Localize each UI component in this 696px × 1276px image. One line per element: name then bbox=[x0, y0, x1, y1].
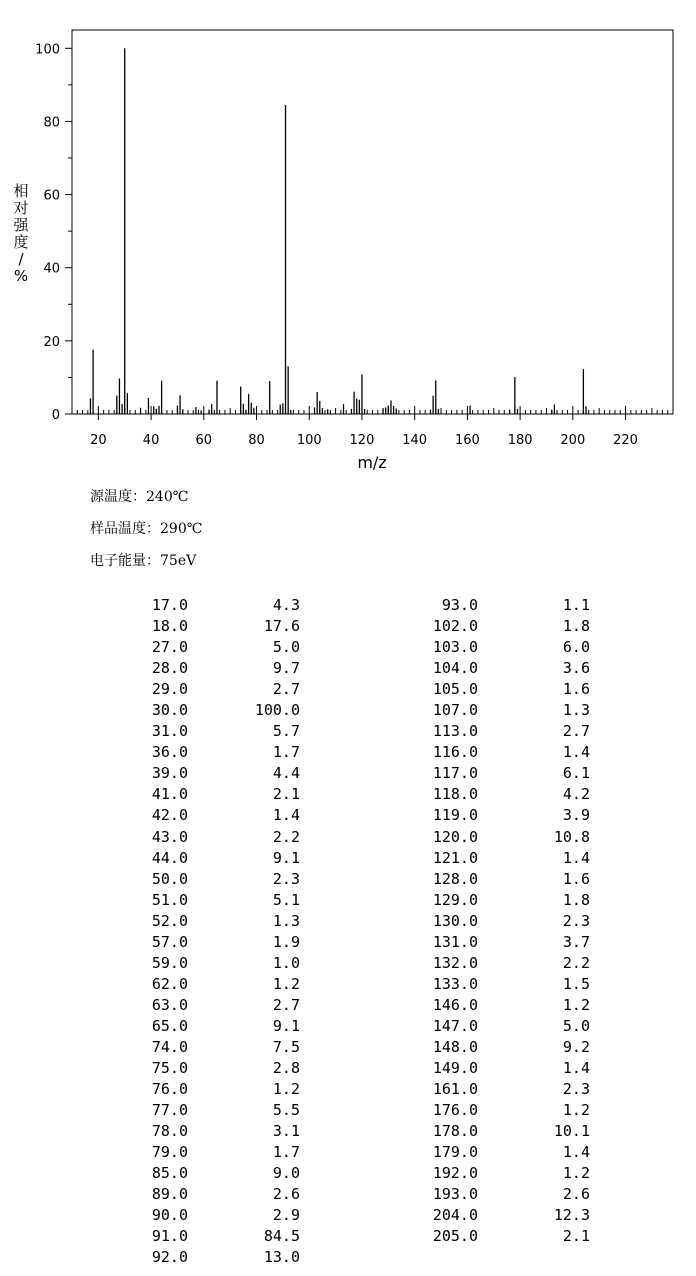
mz-value: 131.0 bbox=[432, 932, 478, 951]
intensity-value: 1.4 bbox=[562, 743, 590, 762]
intensity-value: 9.1 bbox=[272, 1016, 300, 1035]
mz-value: 29.0 bbox=[151, 680, 188, 699]
peak-table-row bbox=[130, 784, 300, 805]
peak-table-row bbox=[130, 1163, 300, 1184]
mz-value: 102.0 bbox=[432, 617, 478, 636]
y-tick-label: 0 bbox=[51, 408, 60, 423]
mz-value: 92.0 bbox=[151, 1248, 188, 1267]
intensity-value: 1.2 bbox=[562, 1164, 590, 1183]
intensity-value: 5.5 bbox=[272, 1101, 300, 1120]
peak-table-row bbox=[130, 932, 300, 953]
intensity-value: 1.4 bbox=[272, 806, 300, 825]
intensity-value: 5.0 bbox=[562, 1016, 590, 1035]
intensity-value: 2.1 bbox=[562, 1227, 590, 1246]
peak-table-row bbox=[420, 1037, 590, 1058]
peak-table-row bbox=[130, 911, 300, 932]
mz-value: 117.0 bbox=[432, 764, 478, 783]
peak-table-row bbox=[130, 763, 300, 784]
y-label-char: 对 bbox=[13, 199, 29, 217]
peak-table-row bbox=[420, 869, 590, 890]
peak-table-row bbox=[130, 974, 300, 995]
x-tick-label: 80 bbox=[248, 433, 265, 448]
peak-table-row bbox=[130, 995, 300, 1016]
mz-value: 128.0 bbox=[432, 869, 478, 888]
mz-value: 89.0 bbox=[151, 1185, 188, 1204]
mz-value: 74.0 bbox=[151, 1037, 188, 1056]
mz-value: 204.0 bbox=[432, 1206, 478, 1225]
peak-table-row bbox=[130, 595, 300, 616]
x-axis-ticks bbox=[77, 406, 667, 448]
intensity-value: 6.1 bbox=[562, 764, 590, 783]
mz-value: 132.0 bbox=[432, 953, 478, 972]
intensity-value: 5.1 bbox=[272, 890, 300, 909]
peak-table-left bbox=[130, 595, 300, 1269]
mz-value: 205.0 bbox=[432, 1227, 478, 1246]
mz-value: 79.0 bbox=[151, 1143, 188, 1162]
peak-table-row bbox=[130, 1079, 300, 1100]
sample-temperature: 样品温度：290℃ bbox=[90, 521, 203, 537]
mz-value: 130.0 bbox=[432, 911, 478, 930]
peak-table-row bbox=[420, 1184, 590, 1205]
mz-value: 28.0 bbox=[151, 659, 188, 678]
peak-table-row bbox=[420, 932, 590, 953]
x-tick-label: 220 bbox=[613, 433, 638, 448]
peak-table-row bbox=[130, 742, 300, 763]
peak-table-row bbox=[420, 1016, 590, 1037]
mz-value: 44.0 bbox=[151, 848, 188, 867]
peak-table-row bbox=[420, 700, 590, 721]
y-label-char: 相 bbox=[13, 182, 29, 200]
peak-table-row bbox=[130, 805, 300, 826]
y-label-char: % bbox=[13, 267, 29, 285]
intensity-value: 1.4 bbox=[562, 1143, 590, 1162]
mz-value: 76.0 bbox=[151, 1080, 188, 1099]
mz-value: 91.0 bbox=[151, 1227, 188, 1246]
intensity-value: 2.7 bbox=[562, 722, 590, 741]
peak-table-row bbox=[130, 637, 300, 658]
mz-value: 116.0 bbox=[432, 743, 478, 762]
intensity-value: 2.8 bbox=[272, 1059, 300, 1078]
intensity-value: 9.2 bbox=[562, 1037, 590, 1056]
intensity-value: 1.4 bbox=[562, 1059, 590, 1078]
peak-table-row bbox=[420, 1058, 590, 1079]
intensity-value: 13.0 bbox=[263, 1248, 300, 1267]
mz-value: 77.0 bbox=[151, 1101, 188, 1120]
intensity-value: 1.3 bbox=[562, 701, 590, 720]
peak-table-row bbox=[420, 1205, 590, 1226]
peak-table-row bbox=[130, 1184, 300, 1205]
mz-value: 149.0 bbox=[432, 1059, 478, 1078]
intensity-value: 9.0 bbox=[272, 1164, 300, 1183]
y-label-char: 度 bbox=[13, 233, 29, 251]
intensity-value: 2.2 bbox=[272, 827, 300, 846]
intensity-value: 4.4 bbox=[272, 764, 300, 783]
mz-value: 42.0 bbox=[151, 806, 188, 825]
intensity-value: 1.5 bbox=[562, 974, 590, 993]
intensity-value: 5.7 bbox=[272, 722, 300, 741]
intensity-value: 17.6 bbox=[263, 617, 300, 636]
mz-value: 179.0 bbox=[432, 1143, 478, 1162]
peak-table-row bbox=[420, 827, 590, 848]
peak-table-row bbox=[420, 805, 590, 826]
peak-bars bbox=[90, 48, 586, 414]
mz-value: 113.0 bbox=[432, 722, 478, 741]
x-tick-label: 120 bbox=[349, 433, 375, 448]
intensity-value: 1.2 bbox=[562, 1101, 590, 1120]
mz-value: 50.0 bbox=[151, 869, 188, 888]
peak-table-row bbox=[130, 953, 300, 974]
mz-value: 133.0 bbox=[432, 974, 478, 993]
peak-table-row bbox=[130, 1247, 300, 1268]
x-tick-label: 60 bbox=[195, 433, 213, 448]
x-tick-label: 100 bbox=[296, 433, 322, 448]
intensity-value: 1.0 bbox=[272, 953, 300, 972]
y-tick-label: 20 bbox=[43, 334, 60, 350]
y-axis-ticks bbox=[35, 42, 72, 423]
mz-value: 30.0 bbox=[151, 701, 188, 720]
x-tick-label: 20 bbox=[90, 433, 107, 448]
intensity-value: 1.4 bbox=[562, 848, 590, 867]
intensity-value: 1.1 bbox=[562, 596, 590, 614]
intensity-value: 2.3 bbox=[562, 1080, 590, 1099]
mz-value: 104.0 bbox=[432, 659, 478, 678]
peak-table-row bbox=[130, 1037, 300, 1058]
peak-table-row bbox=[130, 1100, 300, 1121]
intensity-value: 3.9 bbox=[562, 806, 590, 825]
intensity-value: 10.1 bbox=[553, 1122, 590, 1141]
source-temperature: 源温度：240℃ bbox=[90, 489, 189, 505]
electron-energy: 电子能量：75eV bbox=[90, 553, 197, 569]
intensity-value: 1.6 bbox=[562, 869, 590, 888]
peak-table-row bbox=[420, 595, 590, 616]
intensity-value: 3.7 bbox=[562, 932, 590, 951]
peak-table-row bbox=[420, 1079, 590, 1100]
peak-table-row bbox=[420, 890, 590, 911]
experiment-conditions bbox=[90, 486, 202, 582]
y-tick-label: 80 bbox=[43, 115, 60, 131]
peak-table-row bbox=[130, 869, 300, 890]
mz-value: 176.0 bbox=[432, 1101, 478, 1120]
mz-value: 65.0 bbox=[151, 1016, 188, 1035]
mz-value: 146.0 bbox=[432, 995, 478, 1014]
peak-table-row bbox=[130, 1016, 300, 1037]
y-tick-label: 40 bbox=[43, 261, 60, 277]
mz-value: 103.0 bbox=[432, 638, 478, 657]
peak-table-row bbox=[420, 911, 590, 932]
intensity-value: 84.5 bbox=[263, 1227, 300, 1246]
mz-value: 120.0 bbox=[432, 827, 478, 846]
mass-spectrum-chart bbox=[0, 0, 696, 480]
mz-value: 90.0 bbox=[151, 1206, 188, 1225]
intensity-value: 2.6 bbox=[562, 1185, 590, 1204]
intensity-value: 2.1 bbox=[272, 785, 300, 804]
peak-table-row bbox=[420, 995, 590, 1016]
intensity-value: 2.9 bbox=[272, 1206, 300, 1225]
intensity-value: 12.3 bbox=[553, 1206, 590, 1225]
mz-value: 78.0 bbox=[151, 1122, 188, 1141]
x-tick-label: 180 bbox=[507, 433, 533, 448]
mz-value: 39.0 bbox=[151, 764, 188, 783]
intensity-value: 100.0 bbox=[254, 701, 300, 720]
y-axis-label bbox=[13, 182, 29, 285]
intensity-value: 2.3 bbox=[562, 911, 590, 930]
mz-value: 27.0 bbox=[151, 638, 188, 657]
mz-value: 178.0 bbox=[432, 1122, 478, 1141]
peak-table-row bbox=[130, 827, 300, 848]
intensity-value: 2.6 bbox=[272, 1185, 300, 1204]
intensity-value: 1.6 bbox=[562, 680, 590, 699]
mz-value: 41.0 bbox=[151, 785, 188, 804]
peak-table-right bbox=[420, 595, 590, 1247]
mz-value: 31.0 bbox=[151, 722, 188, 741]
mz-value: 148.0 bbox=[432, 1037, 478, 1056]
intensity-value: 1.3 bbox=[272, 911, 300, 930]
intensity-value: 2.7 bbox=[272, 680, 300, 699]
plot-frame bbox=[72, 30, 673, 414]
mz-value: 36.0 bbox=[151, 743, 188, 762]
intensity-value: 1.2 bbox=[562, 995, 590, 1014]
x-axis-label: m/z bbox=[357, 453, 387, 472]
peak-table-row bbox=[130, 700, 300, 721]
mz-value: 93.0 bbox=[441, 596, 478, 614]
intensity-value: 2.2 bbox=[562, 953, 590, 972]
peak-table-row bbox=[130, 1205, 300, 1226]
peak-table-row bbox=[420, 1121, 590, 1142]
intensity-value: 1.2 bbox=[272, 1080, 300, 1099]
peak-table-row bbox=[420, 1142, 590, 1163]
peak-table-row bbox=[420, 658, 590, 679]
mz-value: 75.0 bbox=[151, 1059, 188, 1078]
y-label-char: / bbox=[18, 250, 24, 268]
mz-value: 51.0 bbox=[151, 890, 188, 909]
intensity-value: 4.3 bbox=[272, 596, 300, 614]
mz-value: 161.0 bbox=[432, 1080, 478, 1099]
peak-table-row bbox=[420, 742, 590, 763]
peak-table-row bbox=[130, 1121, 300, 1142]
intensity-value: 1.2 bbox=[272, 974, 300, 993]
mz-value: 119.0 bbox=[432, 806, 478, 825]
intensity-value: 7.5 bbox=[272, 1037, 300, 1056]
intensity-value: 1.8 bbox=[562, 617, 590, 636]
intensity-value: 5.0 bbox=[272, 638, 300, 657]
peak-table-row bbox=[130, 1058, 300, 1079]
peak-table-row bbox=[130, 721, 300, 742]
intensity-value: 1.8 bbox=[562, 890, 590, 909]
mz-value: 105.0 bbox=[432, 680, 478, 699]
mz-value: 193.0 bbox=[432, 1185, 478, 1204]
mz-value: 147.0 bbox=[432, 1016, 478, 1035]
intensity-value: 6.0 bbox=[562, 638, 590, 657]
mz-value: 63.0 bbox=[151, 995, 188, 1014]
mz-value: 17.0 bbox=[151, 596, 188, 614]
peak-table-row bbox=[420, 637, 590, 658]
peak-table-row bbox=[420, 1100, 590, 1121]
intensity-value: 1.7 bbox=[272, 1143, 300, 1162]
mz-value: 129.0 bbox=[432, 890, 478, 909]
peak-table-row bbox=[130, 1142, 300, 1163]
peak-table-row bbox=[420, 763, 590, 784]
peak-table-row bbox=[420, 616, 590, 637]
mz-value: 85.0 bbox=[151, 1164, 188, 1183]
intensity-value: 1.7 bbox=[272, 743, 300, 762]
peak-table-row bbox=[420, 1226, 590, 1247]
y-tick-label: 100 bbox=[35, 42, 60, 58]
intensity-value: 1.9 bbox=[272, 932, 300, 951]
intensity-value: 9.7 bbox=[272, 659, 300, 678]
peak-table-row bbox=[420, 784, 590, 805]
x-tick-label: 160 bbox=[454, 433, 480, 448]
mz-value: 192.0 bbox=[432, 1164, 478, 1183]
peak-table-row bbox=[420, 953, 590, 974]
x-tick-label: 200 bbox=[560, 433, 586, 448]
y-tick-label: 60 bbox=[43, 188, 60, 204]
mz-value: 59.0 bbox=[151, 953, 188, 972]
intensity-value: 2.3 bbox=[272, 869, 300, 888]
mz-value: 43.0 bbox=[151, 827, 188, 846]
mz-value: 118.0 bbox=[432, 785, 478, 804]
mz-value: 52.0 bbox=[151, 911, 188, 930]
peak-table-row bbox=[420, 721, 590, 742]
mz-value: 18.0 bbox=[151, 617, 188, 636]
mz-value: 57.0 bbox=[151, 932, 188, 951]
peak-table-row bbox=[420, 679, 590, 700]
intensity-value: 10.8 bbox=[553, 827, 590, 846]
peak-table-row bbox=[420, 1163, 590, 1184]
y-label-char: 强 bbox=[13, 216, 29, 234]
peak-table-row bbox=[130, 848, 300, 869]
peak-table-row bbox=[130, 890, 300, 911]
peak-table-row bbox=[130, 658, 300, 679]
peak-table-row bbox=[420, 974, 590, 995]
mz-value: 121.0 bbox=[432, 848, 478, 867]
intensity-value: 9.1 bbox=[272, 848, 300, 867]
intensity-value: 3.6 bbox=[562, 659, 590, 678]
intensity-value: 3.1 bbox=[272, 1122, 300, 1141]
intensity-value: 4.2 bbox=[562, 785, 590, 804]
peak-table-row bbox=[130, 616, 300, 637]
x-tick-label: 40 bbox=[142, 433, 160, 448]
mz-value: 107.0 bbox=[432, 701, 478, 720]
x-tick-label: 140 bbox=[402, 433, 428, 448]
mz-value: 62.0 bbox=[151, 974, 188, 993]
peak-table-row bbox=[130, 679, 300, 700]
peak-table-row bbox=[420, 848, 590, 869]
peak-table-row bbox=[130, 1226, 300, 1247]
intensity-value: 2.7 bbox=[272, 995, 300, 1014]
